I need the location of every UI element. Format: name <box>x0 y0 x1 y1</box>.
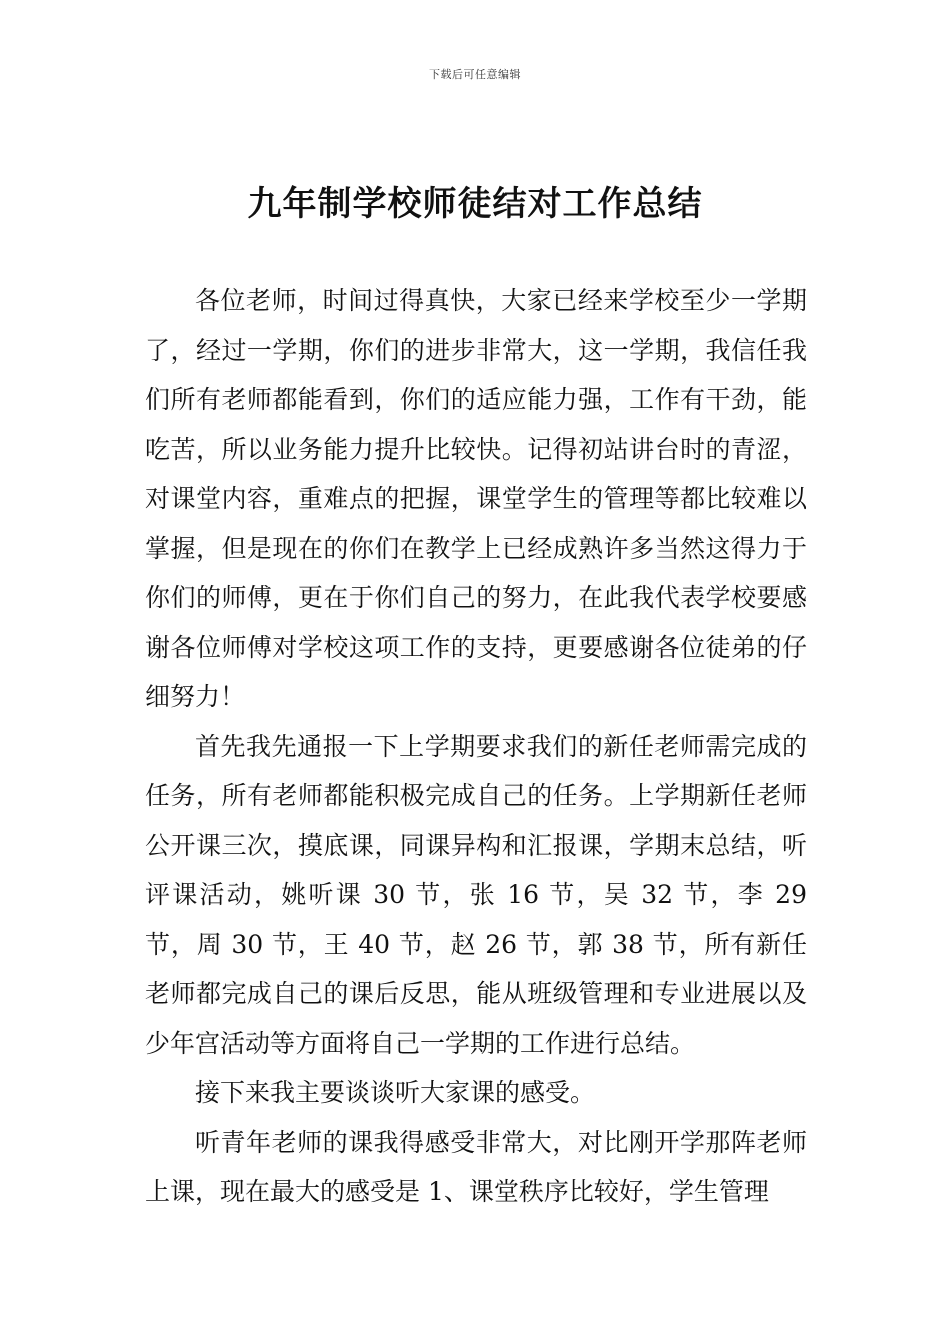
document-title: 九年制学校师徒结对工作总结 <box>247 184 703 224</box>
document-body <box>145 276 807 1217</box>
paragraph-4: 听青年老师的课我得感受非常大，对比刚开学那阵老师上课，现在最大的感受是 1、课堂秩序比较好，学生管理 <box>145 1127 807 1206</box>
paragraph-3: 接下来我主要谈谈听大家课的感受。 <box>195 1078 596 1107</box>
paragraph-2: 首先我先通报一下上学期要求我们的新任老师需完成的任务，所有老师都能积极完成自己的任务。上学期新任老师公开课三次，摸底课，同课异构和汇报课，学期末总结，听评课活动，姚听课 30 节，张 16 节，吴 32 节，李 29 节，周 30 节，王 40 节，赵 26 节，郭 38 节，所有新任老师都完成自己的课后反思，能从班级管理和专业进展以及少年宫活动等方面将自己一学期的工作进行总结。 <box>145 731 807 1058</box>
paragraph-1: 各位老师，时间过得真快，大家已经来学校至少一学期了，经过一学期，你们的进步非常大，这一学期，我信任我们所有老师都能看到，你们的适应能力强，工作有干劲，能吃苦，所以业务能力提升比较快。记得初站讲台时的青涩，对课堂内容，重难点的把握，课堂学生的管理等都比较难以掌握，但是现在的你们在教学上已经成熟许多当然这得力于你们的师傅，更在于你们自己的努力，在此我代表学校要感谢各位师傅对学校这项工作的支持，更要感谢各位徒弟的仔细努力！ <box>145 286 807 711</box>
header-note: 下载后可任意编辑 <box>429 68 521 81</box>
